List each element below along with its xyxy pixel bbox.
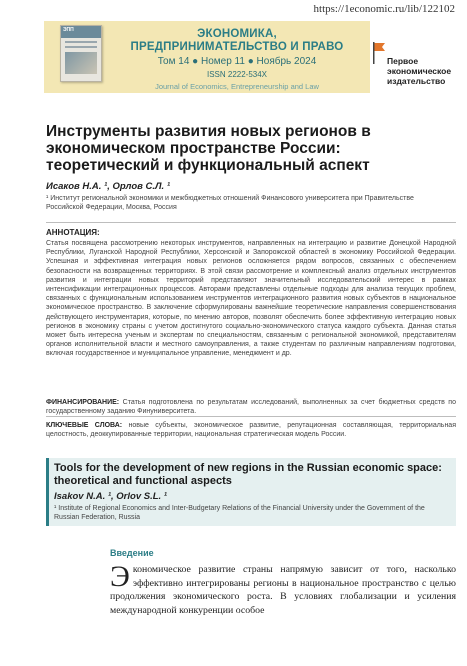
journal-english-title: Journal of Economics, Entrepreneurship and Law xyxy=(155,82,319,91)
divider xyxy=(46,416,456,417)
article-title: Инструменты развития новых регионов в экономическом пространстве России: теоретический и функциональный аспект xyxy=(46,123,371,174)
article-authors: Исаков Н.А. ¹, Орлов С.Л. ¹ xyxy=(46,181,170,192)
journal-cover-thumbnail xyxy=(60,25,102,82)
abstract-heading: АННОТАЦИЯ: xyxy=(46,228,100,237)
source-url[interactable]: https://1economic.ru/lib/122102 xyxy=(313,3,455,15)
english-affiliation: ¹ Institute of Regional Economics and Inter-Budgetary Relations of the Financial University under the Government of the Russian Federation, Russia xyxy=(54,505,425,521)
intro-text: Экономическое развитие страны напрямую зависит от того, насколько эффективно интегрированы регионы в национальное пространство с целью продолжения экономического роста. В условиях глобализации и усиления международной конкуренции особое xyxy=(110,560,456,616)
divider xyxy=(46,222,456,223)
intro-heading: Введение xyxy=(110,548,154,558)
publisher-name: Первое экономическое издательство xyxy=(387,56,452,86)
journal-title: ЭКОНОМИКА, ПРЕДПРИНИМАТЕЛЬСТВО И ПРАВО xyxy=(130,28,344,53)
drop-cap: Э xyxy=(110,560,130,593)
flag-icon xyxy=(372,42,386,64)
keywords: КЛЮЧЕВЫЕ СЛОВА: новые субъекты, экономическое развитие, репутационная составляющая, территориальная целостность, деоккупированные территории, национальная стратегическая модель России. xyxy=(46,422,456,439)
cover-label: ЭПП xyxy=(61,26,101,38)
english-title: Tools for the development of new regions in the Russian economic space: theoretical and functional aspects xyxy=(54,462,442,487)
english-authors: Isakov N.A. ¹, Orlov S.L. ¹ xyxy=(54,491,167,502)
article-affiliation: ¹ Институт региональной экономики и межбюджетных отношений Финансового университета при Правительстве Российской Федерации, Москва, Россия xyxy=(46,195,414,211)
abstract-text: Статья посвящена рассмотрению некоторых инструментов, направленных на интеграцию и развитие Донецкой Народной Республики, Луганской Народной Республики, Херсонской и Запорожской областей в экономику Российской Федерации. Успешная и эффективная интеграция новых регионов осложняется рядом вопросов, связанных с обеспечением безопасности на возвращенных территориях. В этой связи рассмотрение и комплексный анализ отдельных инструментов развития и интеграции новых территорий представляют значительный исследовательский интерес в рамках интенсификации интеграционных процессов. Авторами представлены отдельные подходы для анализа текущих проблем, связанных с функциональным использованием инструментов интеграционного развития новых субъектов в национальное экономическое пространство. В заключение сформулированы важнейшие теоретические направления совершенствования действующего инструментария, которые, по мнению авторов, позволят обеспечить более эффективную интеграцию новых регионов в экономику страны с учетом достигнутого социально-экономического статуса каждого субъекта. Данная статья может быть интересна ученым и экспертам по специальностям, связанным с региональной экономикой, представителям органов исполнительной власти и местного самоуправления, а также студентам по различным направлениям подготовки, включая государственное и муниципальное управление, менеджмент и др. xyxy=(46,240,456,358)
funding: ФИНАНСИРОВАНИЕ: Статья подготовлена по результатам исследований, выполненных за счет бюджетных средств по государственному заданию Финуниверситета. xyxy=(46,399,456,416)
journal-issue: Том 14 ● Номер 11 ● Ноябрь 2024 xyxy=(157,56,317,67)
journal-issn: ISSN 2222-534X xyxy=(206,70,268,79)
